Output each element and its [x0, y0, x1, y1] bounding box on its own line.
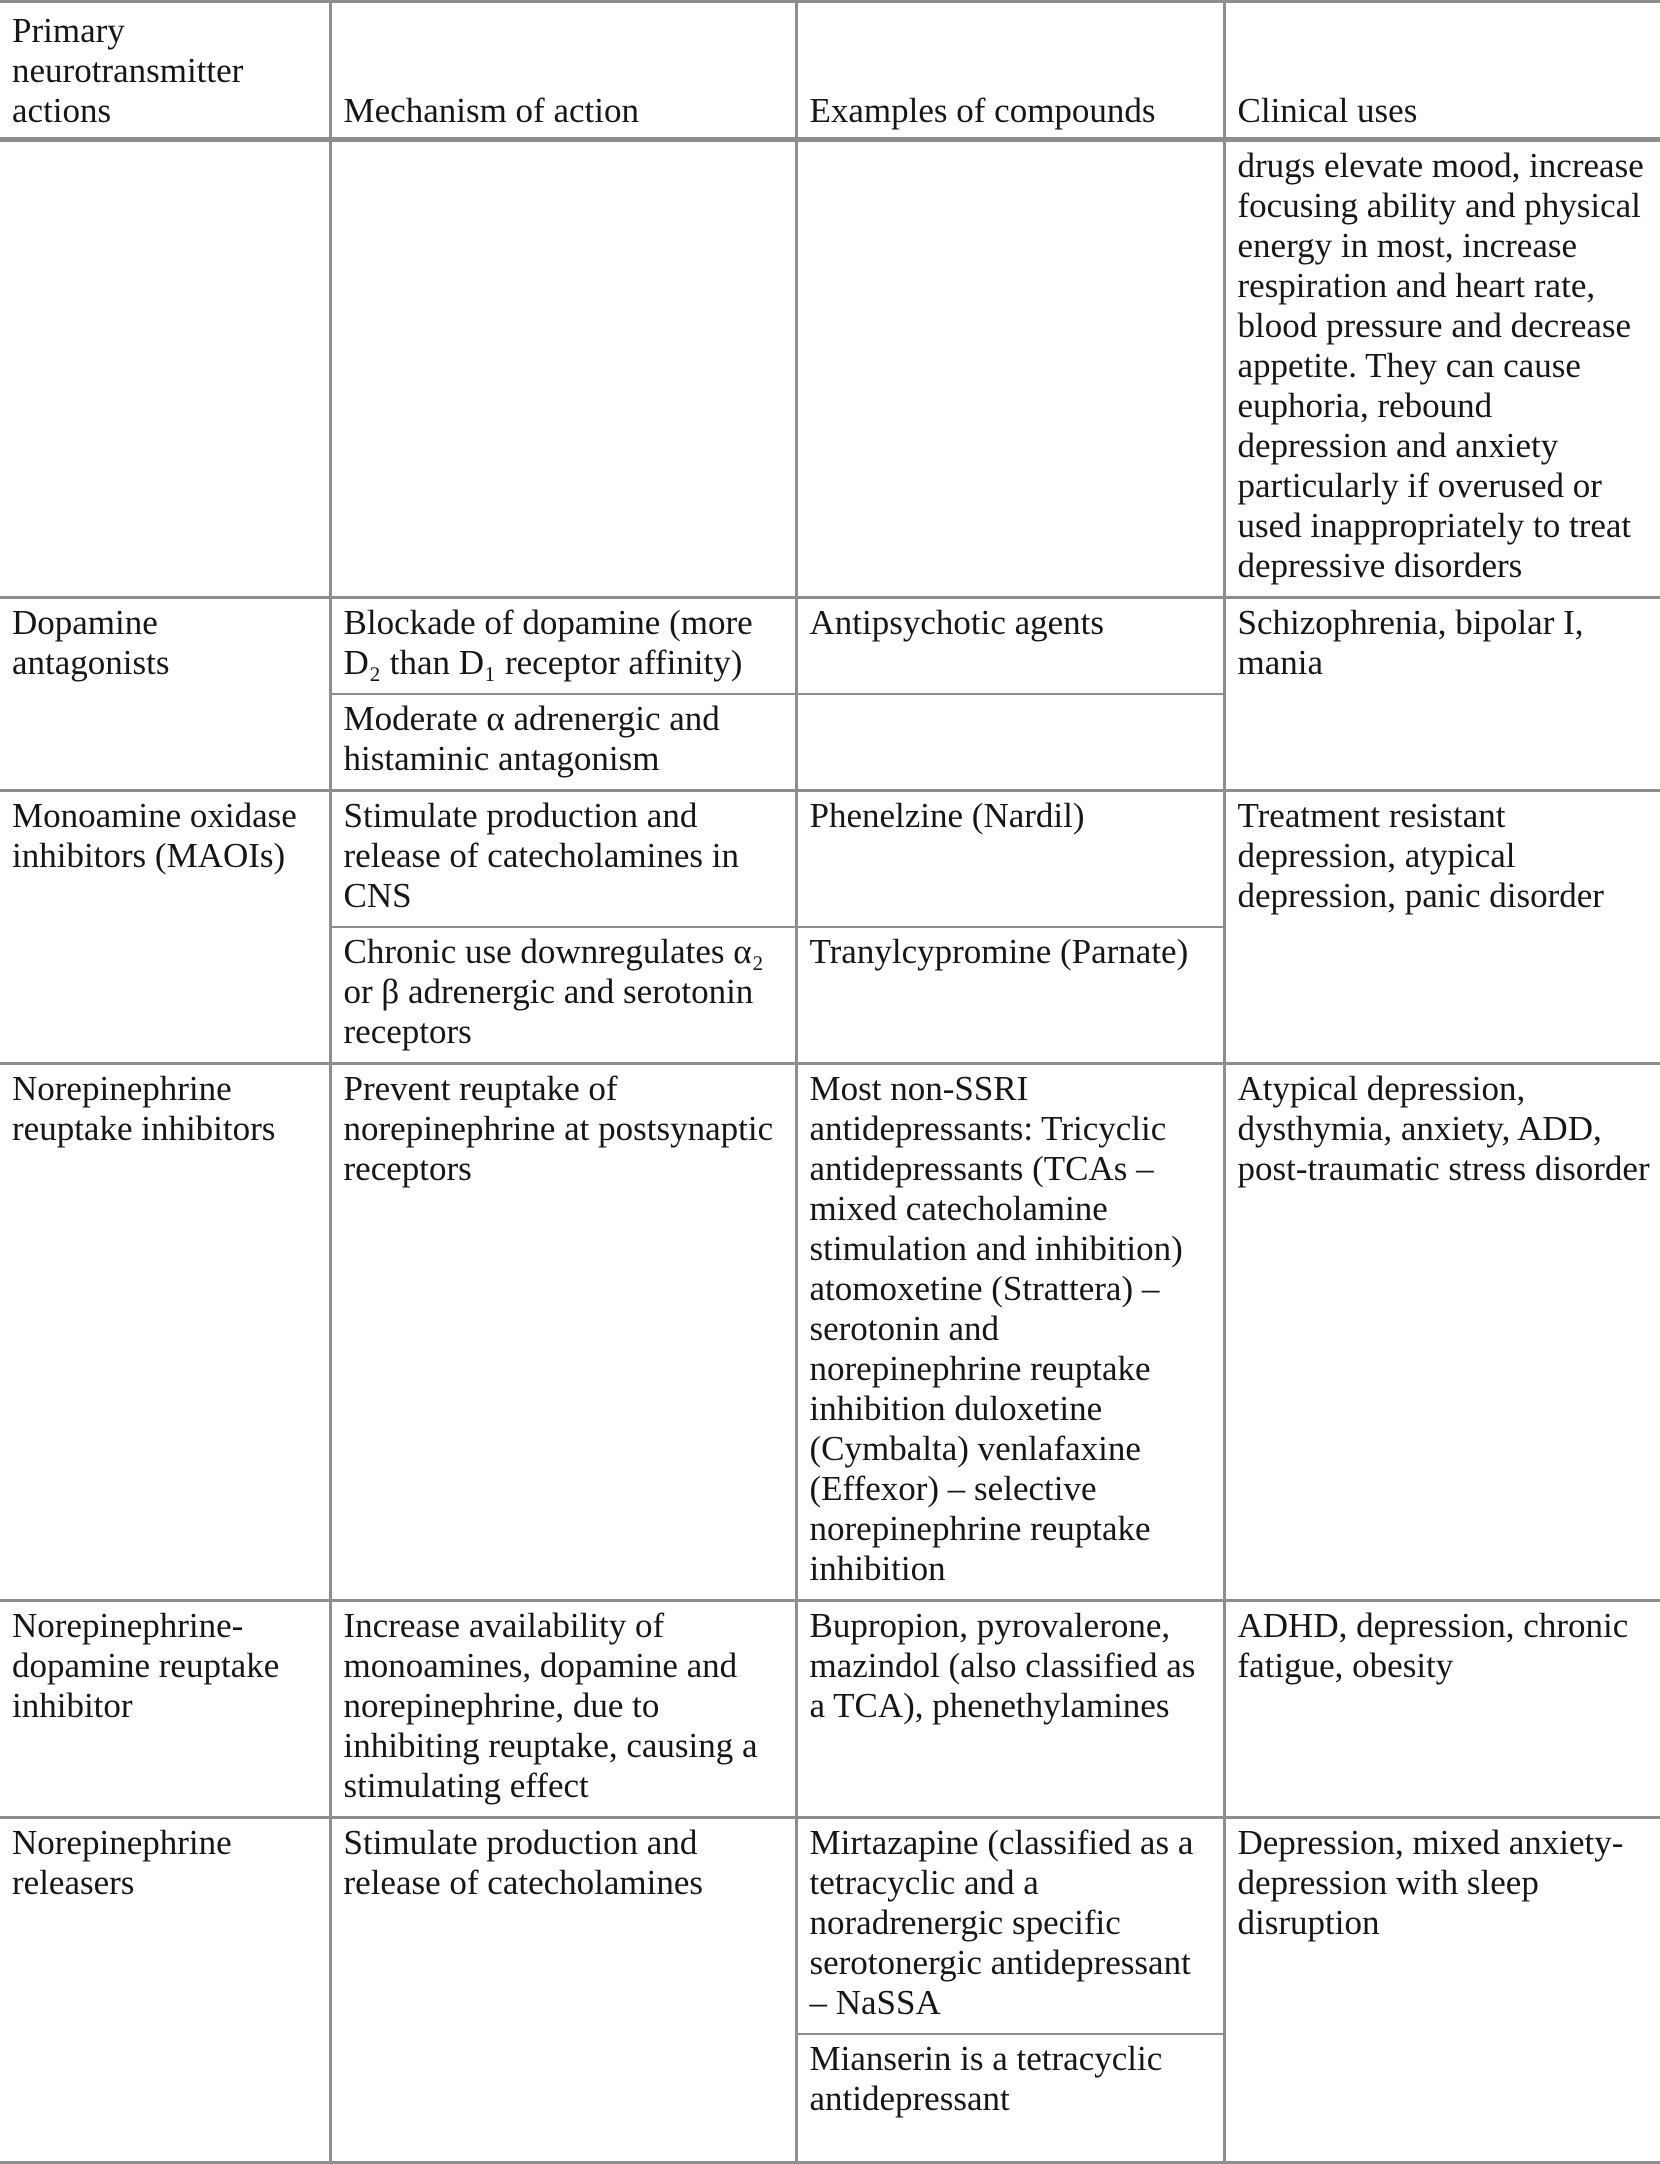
cell-maoi-action: Monoamine oxidase inhibitors (MAOIs) — [0, 791, 330, 1064]
header-clinical-uses: Clinical uses — [1224, 2, 1660, 140]
cell-ndri-clinical: ADHD, depression, chronic fatigue, obesity — [1224, 1601, 1660, 1818]
row-dopamine-antagonists — [0, 598, 1660, 695]
cell-releasers-examples-1: Mirtazapine (classified as a tetracyclic and a noradrenergic specific serotonergic antidepressant – NaSSA — [796, 1818, 1224, 2035]
cell-ndri-action: Norepinephrine-dopamine reuptake inhibitor — [0, 1601, 330, 1818]
cell-dopamine-examples-2 — [796, 694, 1224, 791]
cell-dopamine-examples-1: Antipsychotic agents — [796, 598, 1224, 695]
cell-maoi-clinical: Treatment resistant depression, atypical depression, panic disorder — [1224, 791, 1660, 1064]
cell-nri-examples: Most non-SSRI antidepressants: Tricyclic antidepressants (TCAs – mixed catecholamine stimulation and inhibition) atomoxetine (Strattera) – serotonin and norepinephrine reuptake inhibition duloxetine (Cymbalta) venlafaxine (Effexor) – selective norepinephrine reuptake inhibition — [796, 1064, 1224, 1601]
header-primary-neurotransmitter-actions: Primary neurotransmitter actions — [0, 2, 330, 140]
cell-dopamine-mechanism-1: Blockade of dopamine (more D₂ than D₁ receptor affinity) — [330, 598, 796, 695]
row-norepinephrine-releasers — [0, 1818, 1660, 2035]
header-mechanism-of-action: Mechanism of action — [330, 2, 796, 140]
cell-maoi-examples-1: Phenelzine (Nardil) — [796, 791, 1224, 928]
cell-releasers-action: Norepinephrine releasers — [0, 1818, 330, 2163]
cell-maoi-mechanism-1: Stimulate production and release of catecholamines in CNS — [330, 791, 796, 928]
cell-releasers-mechanism: Stimulate production and release of catecholamines — [330, 1818, 796, 2163]
header-row — [0, 2, 1660, 140]
row-norepinephrine-dopamine-reuptake-inhibitor — [0, 1601, 1660, 1818]
cell-carryover-clinical: drugs elevate mood, increase focusing ability and physical energy in most, increase respiration and heart rate, blood pressure and decrease appetite. They can cause euphoria, rebound depression and anxiety particularly if overused or used inappropriately to treat depressive disorders — [1224, 140, 1660, 598]
cell-maoi-examples-2: Tranylcypromine (Parnate) — [796, 927, 1224, 1064]
row-norepinephrine-reuptake-inhibitors — [0, 1064, 1660, 1601]
cell-carryover-action — [0, 140, 330, 598]
row-maoi — [0, 791, 1660, 928]
cell-releasers-examples-2: Mianserin is a tetracyclic antidepressant — [796, 2034, 1224, 2163]
header-examples-of-compounds: Examples of compounds — [796, 2, 1224, 140]
cell-carryover-mechanism — [330, 140, 796, 598]
cell-ndri-examples: Bupropion, pyrovalerone, mazindol (also classified as a TCA), phenethylamines — [796, 1601, 1224, 1818]
cell-releasers-clinical: Depression, mixed anxiety-depression with sleep disruption — [1224, 1818, 1660, 2163]
cell-nri-action: Norepinephrine reuptake inhibitors — [0, 1064, 330, 1601]
cell-dopamine-mechanism-2: Moderate α adrenergic and histaminic antagonism — [330, 694, 796, 791]
cell-nri-clinical: Atypical depression, dysthymia, anxiety, ADD, post-traumatic stress disorder — [1224, 1064, 1660, 1601]
row-carryover — [0, 140, 1660, 598]
cell-maoi-mechanism-2: Chronic use downregulates α₂ or β adrenergic and serotonin receptors — [330, 927, 796, 1064]
cell-ndri-mechanism: Increase availability of monoamines, dopamine and norepinephrine, due to inhibiting reuptake, causing a stimulating effect — [330, 1601, 796, 1818]
cell-dopamine-clinical: Schizophrenia, bipolar I, mania — [1224, 598, 1660, 791]
cell-carryover-examples — [796, 140, 1224, 598]
cell-dopamine-action: Dopamine antagonists — [0, 598, 330, 791]
cell-nri-mechanism: Prevent reuptake of norepinephrine at postsynaptic receptors — [330, 1064, 796, 1601]
